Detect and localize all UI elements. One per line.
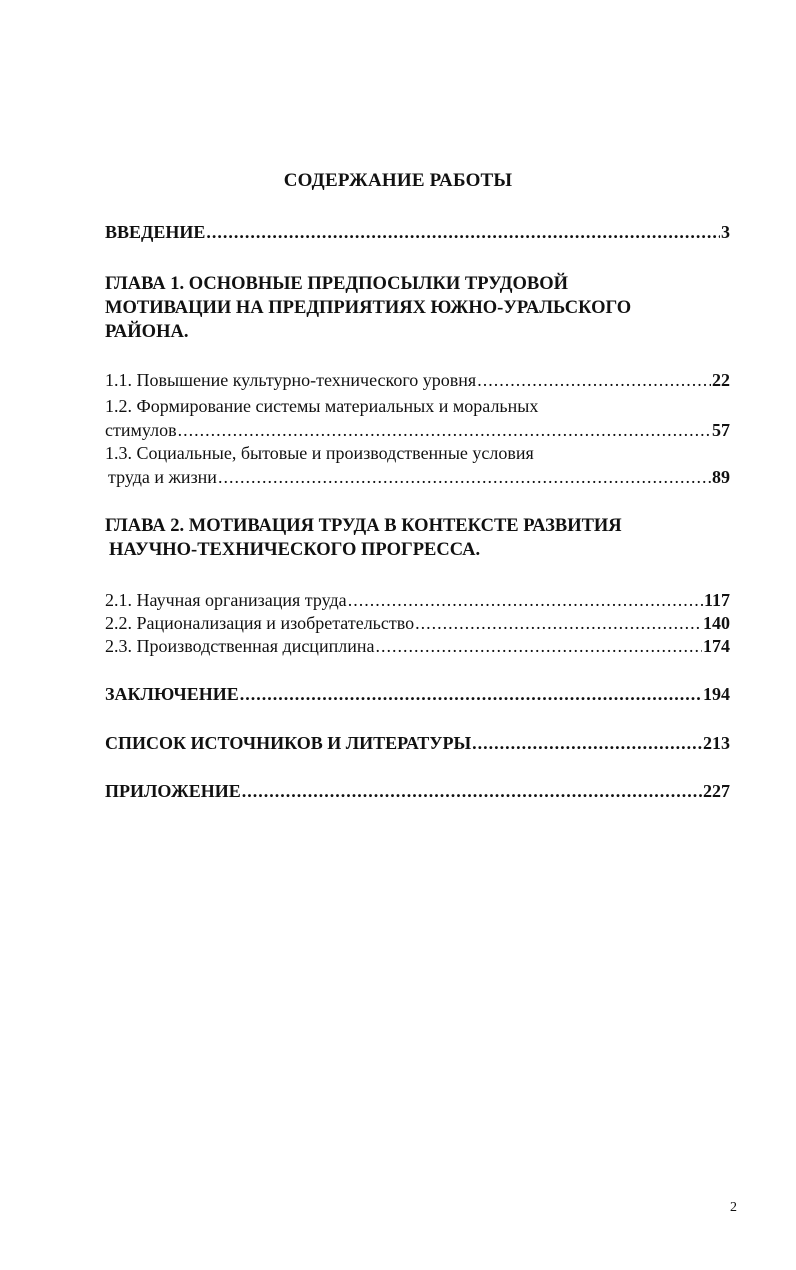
toc-label: 2.1. Научная организация труда (105, 590, 347, 610)
toc-label: 2.2. Рационализация и изобретательство (105, 613, 415, 633)
toc-entry-section-2-2 (105, 613, 730, 634)
page-number: 2 (730, 1200, 737, 1215)
chapter-heading-line: ГЛАВА 1. ОСНОВНЫЕ ПРЕДПОСЫЛКИ ТРУДОВОЙ (105, 274, 569, 294)
toc-label: 2.3. Производственная дисциплина (105, 636, 375, 656)
toc-label-section-1-3-line1: 1.3. Социальные, бытовые и производственные условия (105, 443, 534, 463)
leader-dots (472, 733, 702, 754)
leader-dots (348, 590, 703, 611)
toc-page-number: 22 (712, 370, 730, 390)
chapter-heading-line: МОТИВАЦИИ НА ПРЕДПРИЯТИЯХ ЮЖНО-УРАЛЬСКОГО (105, 298, 632, 318)
leader-dots (477, 370, 711, 391)
toc-label: ПРИЛОЖЕНИЕ (105, 781, 241, 801)
toc-entry-conclusion (105, 684, 730, 705)
chapter-heading-line: ГЛАВА 2. МОТИВАЦИЯ ТРУДА В КОНТЕКСТЕ РАЗВИТИЯ (105, 516, 622, 536)
toc-label: труда и жизни (108, 467, 217, 487)
toc-entry-appendix (105, 781, 730, 802)
leader-dots (218, 467, 711, 488)
toc-page-number: 3 (721, 222, 730, 242)
leader-dots (415, 613, 702, 634)
chapter-2-heading (105, 514, 745, 562)
toc-entry-section-1-1 (105, 370, 730, 391)
toc-page-number: 57 (712, 420, 730, 440)
page-title: СОДЕРЖАНИЕ РАБОТЫ (283, 170, 513, 191)
chapter-heading-line: НАУЧНО-ТЕХНИЧЕСКОГО ПРОГРЕССА. (109, 540, 481, 560)
toc-page-number: 227 (703, 781, 730, 801)
toc-page-number: 213 (703, 733, 730, 753)
chapter-1-heading (105, 272, 745, 344)
leader-dots (206, 222, 720, 243)
toc-label: ЗАКЛЮЧЕНИЕ (105, 684, 239, 704)
toc-page-number: 140 (703, 613, 730, 633)
leader-dots (240, 684, 702, 705)
toc-page-number: 89 (712, 467, 730, 487)
leader-dots (178, 420, 711, 441)
toc-page-number: 194 (703, 684, 730, 704)
toc-page-number: 117 (703, 590, 730, 610)
toc-entry-section-1-2 (105, 420, 730, 441)
toc-label: СПИСОК ИСТОЧНИКОВ И ЛИТЕРАТУРЫ (105, 733, 472, 753)
leader-dots (375, 636, 702, 657)
toc-page-number: 174 (703, 636, 730, 656)
toc-entry-sources (105, 733, 730, 754)
leader-dots (242, 781, 702, 802)
toc-label: стимулов (105, 420, 177, 440)
toc-label: ВВЕДЕНИЕ (105, 222, 206, 242)
toc-entry-section-1-3 (108, 467, 730, 488)
toc-label: 1.1. Повышение культурно-технического уровня (105, 370, 477, 390)
chapter-heading-line: РАЙОНА. (105, 322, 189, 342)
toc-entry-introduction (105, 222, 730, 243)
toc-entry-section-2-1 (105, 590, 730, 611)
toc-entry-section-2-3 (105, 636, 730, 657)
toc-label-section-1-2-line1: 1.2. Формирование системы материальных и моральных (105, 396, 539, 416)
